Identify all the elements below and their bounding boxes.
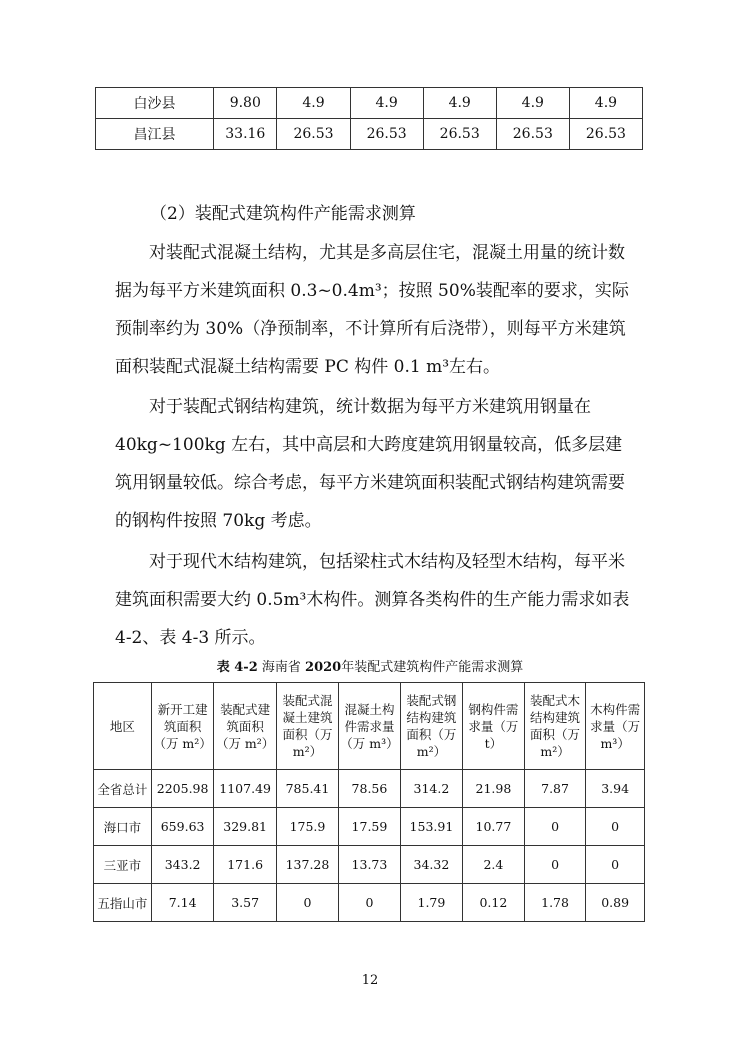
- column-header: 混凝土构件需求量（万 m³）: [339, 683, 401, 770]
- table-cell: 白沙县: [96, 88, 214, 119]
- table-cell: 21.98: [463, 770, 525, 808]
- table-cell: 33.16: [214, 119, 277, 150]
- column-header: 装配式混凝土建筑面积（万 m²）: [276, 683, 338, 770]
- table-cell: 2.4: [463, 846, 525, 884]
- table-cell: 17.59: [339, 808, 401, 846]
- table-row: [96, 88, 643, 119]
- table-cell: 0.89: [586, 884, 645, 922]
- column-header: 木构件需求量（万 m³）: [586, 683, 645, 770]
- table-cell: 4.9: [496, 88, 569, 119]
- table-cell: 137.28: [276, 846, 338, 884]
- caption-year: 2020: [305, 660, 342, 675]
- table-header-row: [94, 683, 645, 770]
- column-header: 钢构件需求量（万 t）: [463, 683, 525, 770]
- table-cell: 26.53: [350, 119, 423, 150]
- table-cell: 26.53: [569, 119, 642, 150]
- caption-text: 海南省: [261, 660, 301, 675]
- table-cell: 26.53: [277, 119, 350, 150]
- column-header: 装配式建筑面积（万 m²）: [214, 683, 277, 770]
- table-cell: 4.9: [569, 88, 642, 119]
- table-cell: 34.32: [400, 846, 462, 884]
- table-cell: 26.53: [423, 119, 496, 150]
- table-cell: 0: [524, 846, 586, 884]
- table-cell: 153.91: [400, 808, 462, 846]
- table-cell: 9.80: [214, 88, 277, 119]
- table-cell: 329.81: [214, 808, 277, 846]
- paragraph-steel: 对于装配式钢结构建筑，统计数据为每平方米建筑用钢量在 40kg~100kg 左右，其中高层和大跨度建筑用钢量较高，低多层建筑用钢量较低。综合考虑，每平方米建筑面积装配式钢结构建筑需要的钢构件按照 70kg 考虑。: [115, 397, 625, 531]
- table-cell: 1.78: [524, 884, 586, 922]
- table-cell: 3.57: [214, 884, 277, 922]
- column-header: 装配式木结构建筑面积（万 m²）: [524, 683, 586, 770]
- table-cell: 171.6: [214, 846, 277, 884]
- continued-table: [95, 87, 643, 150]
- table-cell: 1107.49: [214, 770, 277, 808]
- table-row: [94, 884, 645, 922]
- table-row: [94, 808, 645, 846]
- column-header: 新开工建筑面积（万 m²）: [151, 683, 214, 770]
- table-cell: 0.12: [463, 884, 525, 922]
- table-cell: 7.87: [524, 770, 586, 808]
- table-cell: 10.77: [463, 808, 525, 846]
- table-cell: 26.53: [496, 119, 569, 150]
- table-cell: 全省总计: [94, 770, 152, 808]
- column-header: 装配式钢结构建筑面积（万 m²）: [400, 683, 462, 770]
- table-cell: 昌江县: [96, 119, 214, 150]
- table-cell: 五指山市: [94, 884, 152, 922]
- table-cell: 78.56: [339, 770, 401, 808]
- paragraph-timber: 对于现代木结构建筑，包括梁柱式木结构及轻型木结构，每平米建筑面积需要大约 0.5m³木构件。测算各类构件的生产能力需求如表 4-2、表 4-3 所示。: [115, 552, 630, 648]
- table-cell: 0: [586, 846, 645, 884]
- table-cell: 0: [276, 884, 338, 922]
- table-cell: 3.94: [586, 770, 645, 808]
- table-cell: 三亚市: [94, 846, 152, 884]
- table-cell: 13.73: [339, 846, 401, 884]
- table-row: [94, 846, 645, 884]
- paragraph-concrete: 对装配式混凝土结构，尤其是多高层住宅，混凝土用量的统计数据为每平方米建筑面积 0.3~0.4m³；按照 50%装配率的要求，实际预制率约为 30%（净预制率，不计算所有后浇带），则每平方米建筑面积装配式混凝土结构需要 PC 构件 0.1 m³左右。: [115, 243, 629, 377]
- table-cell: 0: [339, 884, 401, 922]
- table-cell: 2205.98: [151, 770, 214, 808]
- table-cell: 343.2: [151, 846, 214, 884]
- table-cell: 659.63: [151, 808, 214, 846]
- table-cell: 0: [586, 808, 645, 846]
- table-cell: 1.79: [400, 884, 462, 922]
- table-cell: 314.2: [400, 770, 462, 808]
- table-cell: 4.9: [277, 88, 350, 119]
- caption-label: 表 4-2: [216, 660, 258, 675]
- table-cell: 175.9: [276, 808, 338, 846]
- table-row: [94, 770, 645, 808]
- table-caption: [0, 656, 740, 675]
- table-cell: 7.14: [151, 884, 214, 922]
- page-number: 12: [361, 973, 379, 988]
- caption-rest: 年装配式建筑构件产能需求测算: [341, 660, 524, 675]
- table-row: [96, 119, 643, 150]
- column-header: 地区: [94, 683, 152, 770]
- table-cell: 海口市: [94, 808, 152, 846]
- table-cell: 785.41: [276, 770, 338, 808]
- table-cell: 4.9: [423, 88, 496, 119]
- table-cell: 4.9: [350, 88, 423, 119]
- table-cell: 0: [524, 808, 586, 846]
- section-heading: （2）装配式建筑构件产能需求测算: [150, 204, 416, 224]
- capacity-demand-table: [93, 682, 645, 922]
